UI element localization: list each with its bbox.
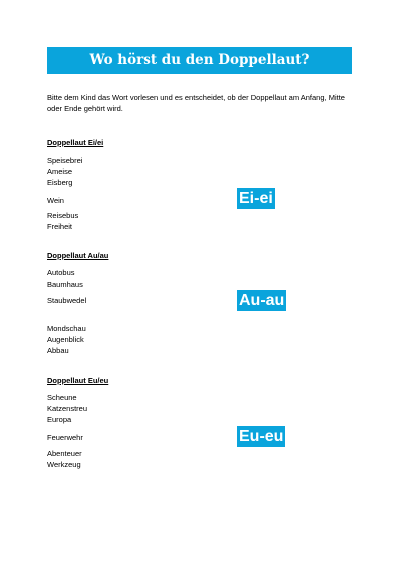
- word-item: Augenblick: [47, 335, 84, 344]
- word-item: Europa: [47, 415, 72, 424]
- word-item: Wein: [47, 196, 64, 205]
- section-heading: Doppellaut Au/au: [47, 251, 109, 260]
- diphthong-badge: Ei-ei: [239, 190, 273, 207]
- word-item: Mondschau: [47, 324, 86, 333]
- diphthong-badge: Eu-eu: [239, 428, 284, 445]
- word-item: Katzenstreu: [47, 404, 88, 413]
- page-title: Wo hörst du den Doppellaut?: [47, 47, 352, 74]
- word-item: Abenteuer: [47, 449, 82, 458]
- word-item: Scheune: [47, 393, 77, 402]
- section-heading: Doppellaut Eu/eu: [47, 376, 109, 385]
- word-item: Baumhaus: [47, 280, 83, 289]
- word-item: Werkzeug: [47, 460, 81, 469]
- word-item: Reisebus: [47, 211, 79, 220]
- word-item: Freiheit: [47, 222, 73, 231]
- word-item: Abbau: [47, 346, 69, 355]
- diphthong-badge: Au-au: [239, 292, 285, 309]
- word-item: Eisberg: [47, 178, 73, 187]
- section-heading: Doppellaut Ei/ei: [47, 138, 104, 147]
- instructions-text: Bitte dem Kind das Wort vorlesen und es entscheidet, ob der Doppellaut am Anfang, Mitte oder Ende gehört wird.: [47, 93, 345, 113]
- word-item: Speisebrei: [47, 156, 83, 165]
- word-item: Staubwedel: [47, 296, 87, 305]
- word-item: Autobus: [47, 268, 75, 277]
- word-item: Ameise: [47, 167, 73, 176]
- word-item: Feuerwehr: [47, 433, 83, 442]
